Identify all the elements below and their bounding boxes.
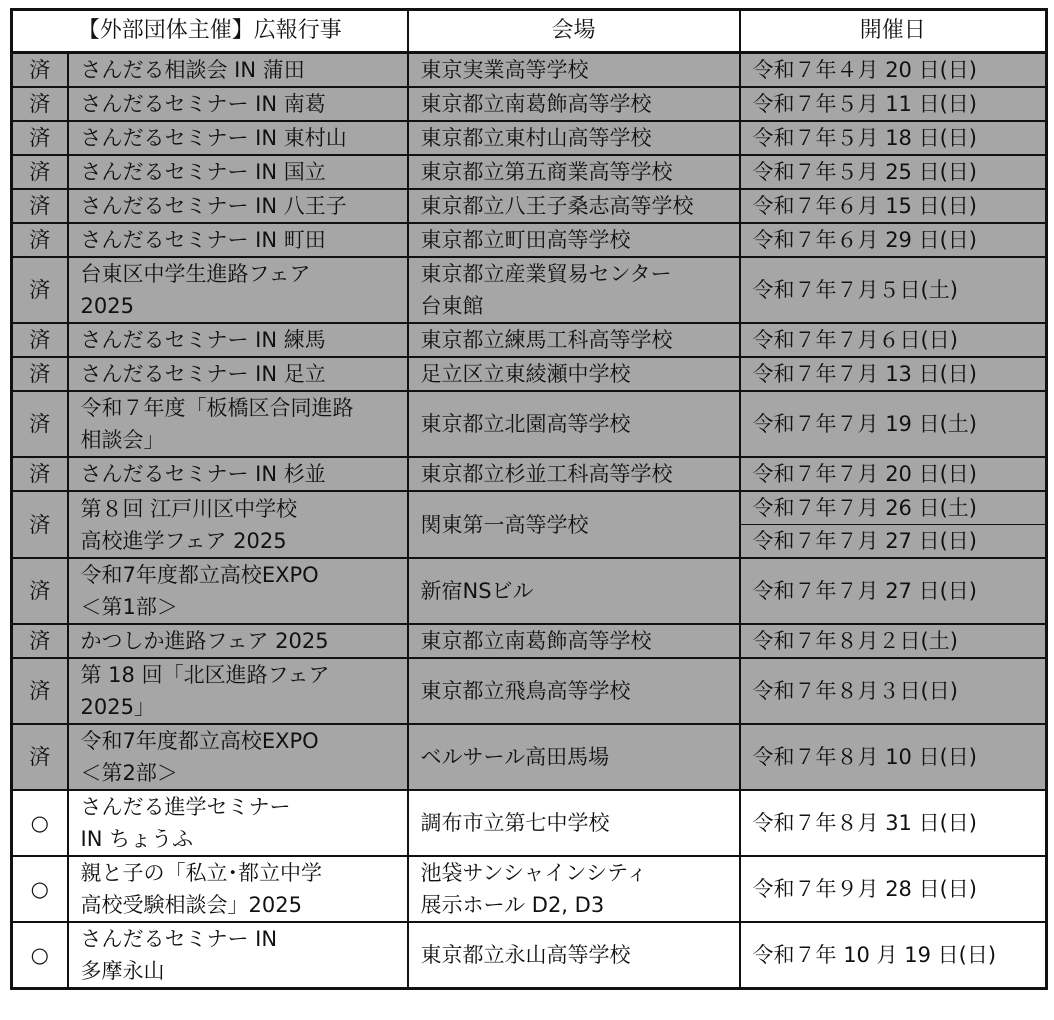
event-cell-line: 第 18 回「北区進路フェア: [80, 663, 330, 687]
venue-cell: [408, 189, 740, 223]
venue-cell-line: 東京都立第五商業高等学校: [420, 160, 673, 184]
event-cell-line: 相談会」: [80, 428, 165, 452]
event-cell-line: さんだるセミナー IN 練馬: [80, 328, 326, 352]
date-cell: [740, 856, 1047, 922]
table-row: [12, 658, 1047, 724]
status-cell: [12, 856, 68, 922]
table-row: [12, 724, 1047, 790]
venue-cell-line: 関東第一高等学校: [420, 512, 589, 537]
events-table: [10, 8, 1048, 990]
status-cell: [12, 922, 68, 989]
event-cell: [68, 922, 408, 989]
date-cell: [740, 257, 1047, 323]
event-cell-line: さんだる進学セミナー: [80, 795, 291, 819]
venue-cell: [408, 624, 740, 658]
venue-cell-line: 東京都立永山高等学校: [420, 943, 631, 967]
venue-cell: [408, 121, 740, 155]
venue-cell: [408, 558, 740, 624]
venue-cell-line: 池袋サンシャインシティ: [420, 861, 648, 885]
event-cell: [68, 53, 408, 88]
table-row: [12, 257, 1047, 323]
event-cell: [68, 391, 408, 457]
event-cell-line: 令和７年度「板橋区合同進路: [80, 396, 354, 420]
date-cell-line: 令和７年６月 15 日(日): [752, 194, 977, 218]
event-cell: [68, 658, 408, 724]
status-upcoming-circle: ○: [30, 943, 49, 967]
date-cell: [740, 457, 1047, 491]
header-event: 【外部団体主催】広報行事: [12, 10, 408, 53]
date-cell-line: 令和７年８月３日(日): [752, 679, 958, 703]
venue-cell-line: 足立区立東綾瀬中学校: [420, 362, 631, 386]
status-cell: [12, 189, 68, 223]
venue-cell-line: ベルサール高田馬場: [420, 745, 610, 769]
venue-cell-line: 東京都立八王子桑志高等学校: [420, 194, 694, 218]
venue-cell-line: 台東館: [420, 294, 484, 318]
status-done-mark: 済: [29, 228, 51, 252]
date-cell-line: 令和７年７月 27 日(日): [752, 579, 977, 603]
event-cell-line: 親と子の「私立･都立中学: [80, 861, 322, 885]
date-cell: [740, 189, 1047, 223]
venue-cell: [408, 223, 740, 257]
event-cell-line: 令和7年度都立高校EXPO: [80, 729, 319, 753]
table-row: [12, 189, 1047, 223]
date-cell-line: 令和７年６月 29 日(日): [752, 228, 977, 252]
table-body: [12, 53, 1047, 989]
status-done-mark: 済: [29, 462, 51, 486]
event-cell: [68, 223, 408, 257]
table-row: [12, 357, 1047, 391]
event-cell-line: さんだるセミナー IN 南葛: [80, 92, 326, 116]
date-cell: [740, 223, 1047, 257]
event-cell-line: かつしか進路フェア 2025: [80, 629, 329, 653]
status-cell: [12, 790, 68, 856]
table-header: [12, 10, 1047, 53]
event-cell: [68, 790, 408, 856]
event-cell-line: 2025: [80, 294, 134, 318]
venue-cell: [408, 922, 740, 989]
date-cell-line: 令和７年７月 26 日(土): [752, 496, 977, 520]
event-cell: [68, 323, 408, 357]
date-cell-line: 令和７年８月 31 日(日): [752, 811, 977, 835]
date-cell: [740, 624, 1047, 658]
date-cell-line: 令和７年７月 27 日(日): [741, 524, 1046, 557]
event-cell: [68, 257, 408, 323]
status-done-mark: 済: [29, 92, 51, 116]
status-upcoming-circle: ○: [30, 877, 49, 901]
table-row: [12, 53, 1047, 88]
table-row: [12, 856, 1047, 922]
venue-cell-line: 東京実業高等学校: [420, 58, 589, 82]
event-cell: [68, 457, 408, 491]
status-done-mark: 済: [29, 512, 51, 537]
status-cell: [12, 53, 68, 88]
venue-cell-line: 東京都立練馬工科高等学校: [420, 328, 673, 352]
event-cell-line: 高校受験相談会」2025: [80, 893, 302, 917]
table-row: [12, 323, 1047, 357]
event-cell: [68, 856, 408, 922]
status-cell: [12, 558, 68, 624]
status-cell: [12, 658, 68, 724]
venue-cell: [408, 155, 740, 189]
status-done-mark: 済: [29, 679, 51, 703]
table-row: [12, 155, 1047, 189]
venue-cell-line: 調布市立第七中学校: [420, 811, 610, 835]
table-row: [12, 391, 1047, 457]
table-row: [12, 491, 1047, 558]
date-cell: [740, 790, 1047, 856]
status-cell: [12, 223, 68, 257]
date-cell-line: 令和７年７月５日(土): [752, 278, 958, 302]
venue-cell-line: 東京都立東村山高等学校: [420, 126, 652, 150]
venue-cell-line: 新宿NSビル: [420, 579, 534, 603]
date-cell: [740, 658, 1047, 724]
status-done-mark: 済: [29, 58, 51, 82]
venue-cell-line: 東京都立飛鳥高等学校: [420, 679, 631, 703]
status-cell: [12, 121, 68, 155]
event-cell-line: ＜第2部＞: [80, 761, 178, 785]
event-cell-line: 2025」: [80, 695, 155, 719]
status-done-mark: 済: [29, 362, 51, 386]
date-cell-line: 令和７年 10 月 19 日(日): [752, 943, 997, 967]
status-done-mark: 済: [29, 160, 51, 184]
header-date: 開催日: [740, 10, 1047, 53]
table-row: [12, 87, 1047, 121]
event-cell: [68, 491, 408, 558]
venue-cell-line: 東京都立北園高等学校: [420, 412, 631, 436]
event-cell: [68, 558, 408, 624]
venue-cell-line: 東京都立南葛飾高等学校: [420, 92, 652, 116]
date-cell-line: 令和７年５月 25 日(日): [752, 160, 977, 184]
date-cell: [740, 922, 1047, 989]
status-cell: [12, 491, 68, 558]
venue-cell: [408, 357, 740, 391]
event-cell: [68, 87, 408, 121]
status-cell: [12, 357, 68, 391]
venue-cell: [408, 724, 740, 790]
event-cell-line: 高校進学フェア 2025: [80, 528, 287, 553]
venue-cell: [408, 457, 740, 491]
date-cell: [740, 87, 1047, 121]
venue-cell: [408, 53, 740, 88]
date-cell-line: 令和７年７月 13 日(日): [752, 362, 977, 386]
status-cell: [12, 323, 68, 357]
event-cell: [68, 624, 408, 658]
date-cell: [740, 391, 1047, 457]
event-cell: [68, 155, 408, 189]
date-cell-line: 令和７年８月２日(土): [752, 629, 958, 653]
date-cell: [740, 491, 1047, 558]
date-cell: [740, 121, 1047, 155]
venue-cell: [408, 790, 740, 856]
event-cell: [68, 724, 408, 790]
status-done-mark: 済: [29, 126, 51, 150]
venue-cell-line: 東京都立産業貿易センター: [420, 262, 672, 286]
event-cell: [68, 357, 408, 391]
status-done-mark: 済: [29, 194, 51, 218]
event-cell-line: 台東区中学生進路フェア: [80, 262, 311, 286]
date-cell-line: 令和７年５月 18 日(日): [752, 126, 977, 150]
status-cell: [12, 257, 68, 323]
date-cell-line: 令和７年５月 11 日(日): [752, 92, 977, 116]
event-cell-line: さんだるセミナー IN 国立: [80, 160, 326, 184]
event-cell-line: IN ちょうふ: [80, 827, 194, 851]
date-cell-line: 令和７年４月 20 日(日): [752, 58, 977, 82]
date-cell-line: 令和７年７月 19 日(土): [752, 412, 977, 436]
status-done-mark: 済: [29, 328, 51, 352]
date-cell: [740, 323, 1047, 357]
date-cell: [740, 53, 1047, 88]
event-cell-line: さんだるセミナー IN 足立: [80, 362, 326, 386]
date-cell-line: 令和７年９月 28 日(日): [752, 877, 977, 901]
table-row: [12, 624, 1047, 658]
status-cell: [12, 87, 68, 121]
table-row: [12, 558, 1047, 624]
date-cell-line: 令和７年８月 10 日(日): [752, 745, 977, 769]
event-cell-line: さんだるセミナー IN 杉並: [80, 462, 326, 486]
events-table-container: [10, 8, 1045, 1008]
venue-cell: [408, 391, 740, 457]
table-row: [12, 223, 1047, 257]
status-cell: [12, 724, 68, 790]
event-cell-line: さんだるセミナー IN 八王子: [80, 194, 347, 218]
event-cell-line: さんだるセミナー IN: [80, 927, 278, 951]
status-cell: [12, 624, 68, 658]
venue-cell: [408, 658, 740, 724]
status-done-mark: 済: [29, 412, 51, 436]
event-cell-line: さんだる相談会 IN 蒲田: [80, 58, 305, 82]
venue-cell-line: 東京都立南葛飾高等学校: [420, 629, 652, 653]
date-cell-line: 令和７年７月 20 日(日): [752, 462, 977, 486]
event-cell-line: ＜第1部＞: [80, 595, 178, 619]
venue-cell: [408, 491, 740, 558]
event-cell-line: 第８回 江戸川区中学校: [80, 496, 298, 521]
event-cell-line: 令和7年度都立高校EXPO: [80, 563, 319, 587]
date-cell: [740, 155, 1047, 189]
venue-cell: [408, 856, 740, 922]
status-done-mark: 済: [29, 579, 51, 603]
table-row: [12, 121, 1047, 155]
venue-cell: [408, 257, 740, 323]
venue-cell: [408, 323, 740, 357]
date-cell: [740, 724, 1047, 790]
status-done-mark: 済: [29, 278, 51, 302]
table-row: [12, 457, 1047, 491]
event-cell-line: 多摩永山: [80, 959, 165, 983]
venue-cell-line: 東京都立町田高等学校: [420, 228, 631, 252]
date-cell: [740, 558, 1047, 624]
status-done-mark: 済: [29, 629, 51, 653]
table-row: [12, 790, 1047, 856]
status-upcoming-circle: ○: [30, 811, 49, 835]
status-cell: [12, 457, 68, 491]
event-cell: [68, 189, 408, 223]
date-cell-line: 令和７年７月６日(日): [752, 328, 958, 352]
venue-cell-line: 展示ホール D2, D3: [420, 893, 605, 917]
event-cell: [68, 121, 408, 155]
venue-cell-line: 東京都立杉並工科高等学校: [420, 462, 673, 486]
date-cell: [740, 357, 1047, 391]
status-cell: [12, 155, 68, 189]
status-cell: [12, 391, 68, 457]
event-cell-line: さんだるセミナー IN 町田: [80, 228, 326, 252]
venue-cell: [408, 87, 740, 121]
table-row: [12, 922, 1047, 989]
status-done-mark: 済: [29, 745, 51, 769]
event-cell-line: さんだるセミナー IN 東村山: [80, 126, 347, 150]
header-venue: 会場: [408, 10, 740, 53]
